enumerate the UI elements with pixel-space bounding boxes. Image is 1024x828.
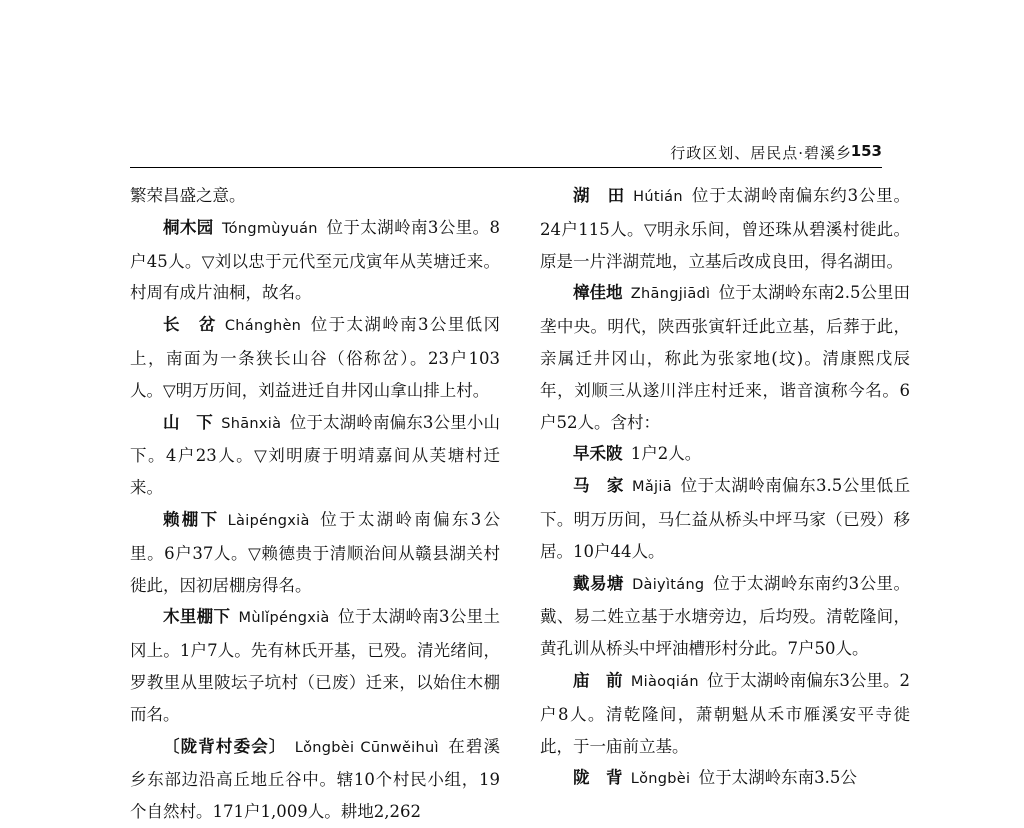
entry-text: 位于太湖岭东南2.5公里田垄中央。明代，陕西张寅轩迁此立基，后葬于此，亲属迁井冈山，称此为张家地(坟)。清康熙戊辰年，刘顺三从遂川泮庄村迁来，谐音演称今名。6户52人。含村： [540, 283, 911, 432]
entry-term: 〔陇背村委会〕 [163, 736, 287, 756]
entry-text: 1户2人。 [630, 444, 702, 464]
entry-term: 陇 背 [573, 768, 623, 788]
entry-pinyin: Mǎjiā [632, 479, 672, 496]
entry-paragraph [130, 407, 500, 504]
entry-pinyin: Lǒngbèi Cūnwěihuì [294, 739, 439, 756]
entry-term: 赖棚下 [163, 509, 220, 529]
entry-paragraph [130, 212, 500, 309]
entry-text: 位于太湖岭东南3.5公 [698, 768, 857, 788]
entry-pinyin: Zhāngjiādì [630, 286, 711, 303]
entry-pinyin: Miàoqián [630, 673, 699, 690]
entry-text: 位于太湖岭南3公里。8户45人。▽刘以忠于元代至元戊寅年从芙塘迁来。村周有成片油桐，故名。 [130, 217, 500, 303]
entry-pinyin: Chánghèn [224, 318, 302, 335]
entry-paragraph [130, 504, 500, 601]
entry-text: 位于太湖岭南偏东3公里小山下。4户23人。▽刘明赓于明靖嘉间从芙塘村迁来。 [130, 412, 501, 498]
entry-term: 戴易塘 [573, 573, 624, 593]
entry-paragraph [540, 438, 910, 470]
entry-term: 庙 前 [573, 670, 623, 690]
entry-term: 桐木园 [163, 217, 214, 237]
entry-term: 长 岔 [163, 315, 217, 335]
entry-paragraph [130, 731, 500, 828]
entry-text: 位于太湖岭南偏东3公里。2户8人。清乾隆间，萧朝魁从禾市雁溪安平寺徙此，于一庙前立基。 [540, 670, 910, 756]
entry-paragraph [540, 568, 910, 665]
entry-text: 在碧溪乡东部边沿高丘地丘谷中。辖10个村民小组，19个自然村。171户1,009人。耕地2,262 [130, 736, 501, 822]
entry-pinyin: Hútián [633, 189, 683, 205]
right-column [540, 180, 910, 796]
entry-term: 早禾陂 [573, 444, 623, 464]
header-rule [130, 167, 882, 168]
entry-term: 木里棚下 [163, 607, 231, 627]
entry-pinyin: Mùlǐpéngxià [238, 610, 330, 627]
entry-text: 位于太湖岭南3公里土冈上。1户7人。先有林氏开基，已殁。清光绪间，罗教里从里陂坛子坑村（已废）迁来，以始住木棚而名。 [130, 607, 501, 724]
entry-term: 马 家 [573, 476, 624, 496]
header-title: 行政区划、居民点·碧溪乡 [670, 144, 852, 162]
entry-term: 山 下 [163, 412, 213, 432]
entry-text: 位于太湖岭南3公里低冈上，南面为一条狭长山谷（俗称岔）。23户103人。▽明万历间，刘益进迁自井冈山拿山排上村。 [130, 315, 501, 400]
continued-paragraph [130, 180, 500, 212]
entry-text: 位于太湖岭南偏东约3公里。24户115人。▽明永乐间，曾还珠从碧溪村徙此。原是一片泮湖荒地，立基后改成良田，得名湖田。 [540, 186, 911, 271]
entry-pinyin: Tóngmùyuán [221, 220, 318, 237]
entry-text: 繁荣昌盛之意。 [130, 186, 246, 205]
entry-text: 位于太湖岭南偏东3公里。6户37人。▽赖德贵于清顺治间从赣县湖关村徙此，因初居棚房得名。 [130, 509, 501, 595]
page-number: 153 [850, 142, 882, 160]
entry-paragraph [130, 309, 500, 406]
running-header [130, 138, 882, 166]
entry-paragraph [540, 665, 910, 762]
entry-term: 樟佳地 [573, 283, 623, 303]
entry-paragraph [540, 470, 910, 567]
entry-pinyin: Làipéngxià [227, 512, 310, 529]
entry-paragraph [540, 277, 910, 438]
entry-text: 位于太湖岭南偏东3.5公里低丘下。明万历间，马仁益从桥头中坪马家（已殁）移居。10户44人。 [540, 476, 910, 561]
entry-pinyin: Dàiyìtáng [632, 576, 705, 593]
entry-paragraph [540, 180, 910, 277]
entry-paragraph [130, 601, 500, 730]
entry-pinyin: Lǒngbèi [630, 771, 691, 788]
entry-paragraph [540, 762, 910, 796]
entry-pinyin: Shānxià [221, 415, 282, 432]
entry-term: 湖 田 [573, 186, 625, 205]
left-column [130, 180, 500, 828]
entry-text: 位于太湖岭东南约3公里。戴、易二姓立基于水塘旁边，后均殁。清乾隆间，黄孔训从桥头中坪油槽形村分此。7户50人。 [540, 573, 910, 659]
